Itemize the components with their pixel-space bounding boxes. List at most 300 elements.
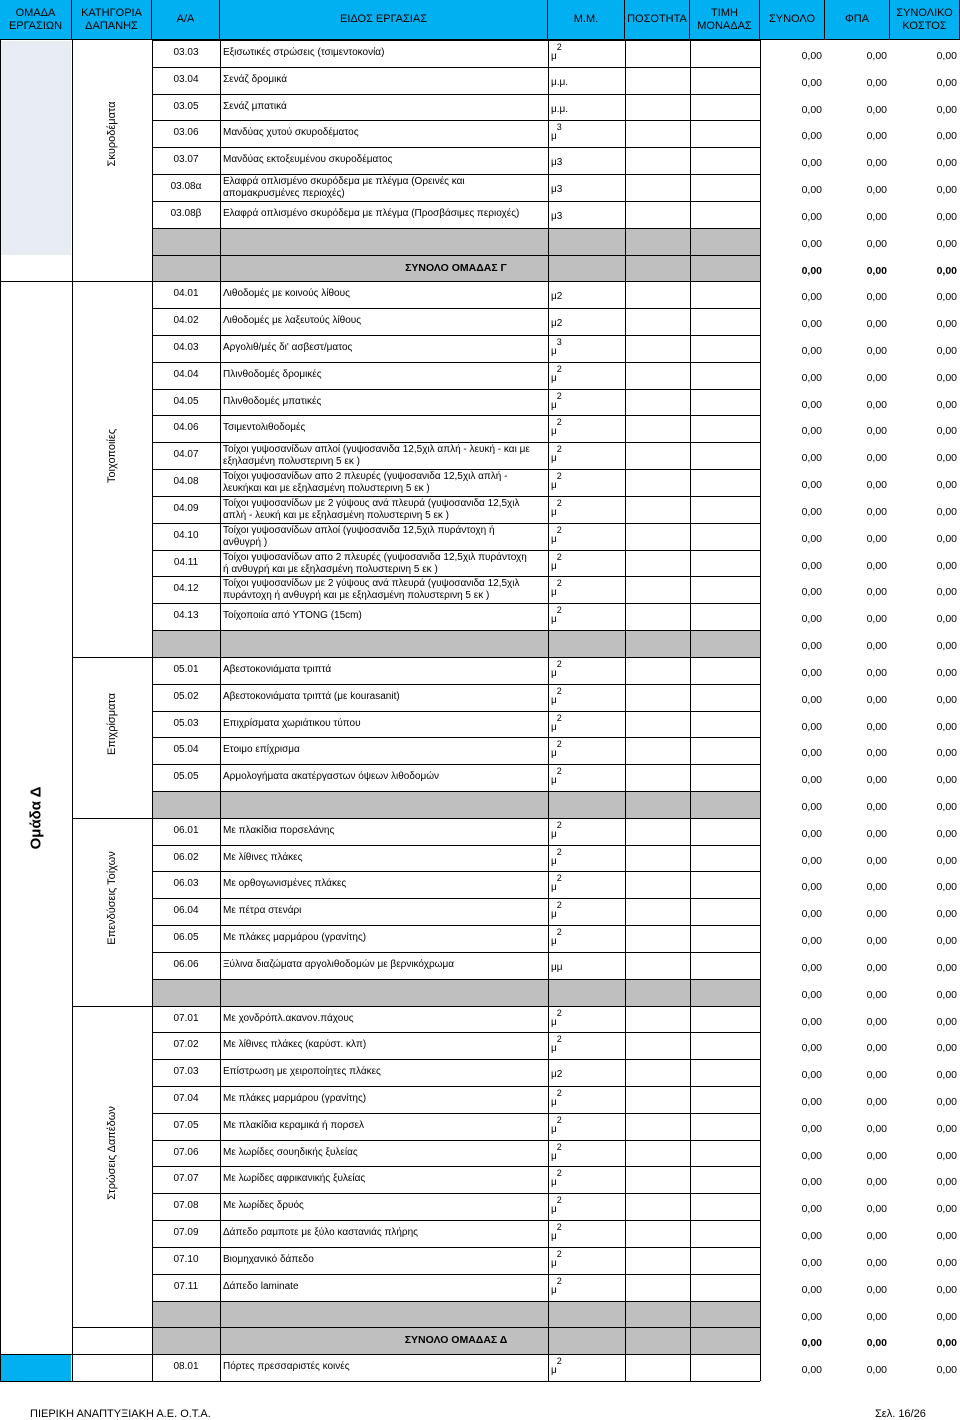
row-divider <box>152 737 760 738</box>
item-code: 04.03 <box>173 342 199 354</box>
amount: 0,00 <box>936 1095 957 1108</box>
amount: 0,00 <box>866 666 887 679</box>
unit-text: μ <box>551 480 557 492</box>
unit-text: μ <box>551 775 557 787</box>
amount: 0,00 <box>866 130 887 143</box>
item-code: 05.01 <box>173 663 199 675</box>
amount: 0,00 <box>936 1015 957 1028</box>
category-divider <box>72 281 152 282</box>
column-header: ΤΙΜΗ ΜΟΝΑΔΑΣ <box>690 0 760 40</box>
item-code: 05.02 <box>173 690 199 702</box>
amount: 0,00 <box>866 479 887 492</box>
unit-text: μ2 <box>551 318 563 330</box>
amount: 0,00 <box>866 1122 887 1135</box>
unit-text: μ <box>551 346 557 358</box>
amount: 0,00 <box>801 237 822 250</box>
item-description: Τσιμεντολιθοδομές <box>223 422 306 434</box>
row-divider <box>152 711 760 712</box>
unit-text: μ <box>551 1204 557 1216</box>
amount: 0,00 <box>866 237 887 250</box>
amount: 0,00 <box>801 666 822 679</box>
item-description: Πόρτες πρεσσαριστές κοινές <box>223 1361 350 1373</box>
column-header: ΠΟΣΟΤΗΤΑ <box>625 0 690 40</box>
unit-text: μ <box>551 1150 557 1162</box>
amount: 0,00 <box>936 50 957 62</box>
amount: 0,00 <box>801 505 822 518</box>
row-divider <box>152 871 760 872</box>
unit-text: μ <box>551 131 557 143</box>
unit <box>551 1032 562 1059</box>
row-divider <box>152 442 760 443</box>
row-divider <box>152 1301 760 1302</box>
amount: 0,00 <box>936 827 957 840</box>
category-label: Επιχρίσματα <box>106 692 118 755</box>
item-code: 04.11 <box>173 556 199 568</box>
item-description: Με λίθινες πλάκες <box>223 851 303 863</box>
amount: 0,00 <box>866 1069 887 1082</box>
row-divider <box>152 469 760 470</box>
amount: 0,00 <box>936 1122 957 1135</box>
item-code: 03.06 <box>173 127 199 139</box>
amount: 0,00 <box>866 1364 887 1377</box>
item-description-line2: απλή - λευκή και με εξηλασμένη πολυστερινη 5 εκ ) <box>223 509 450 521</box>
unit <box>551 1006 562 1033</box>
amount: 0,00 <box>801 1337 822 1350</box>
unit-exponent: 2 <box>556 1195 562 1206</box>
unit-text: μ3 <box>551 157 563 169</box>
row-divider <box>152 523 760 524</box>
unit <box>551 550 562 577</box>
item-code: 07.09 <box>173 1227 199 1239</box>
amount: 0,00 <box>936 532 957 545</box>
unit-exponent: 2 <box>556 551 562 562</box>
unit-exponent: 2 <box>556 471 562 482</box>
footer-page-number: Σελ. 16/26 <box>875 1408 926 1420</box>
item-description: Με λωρίδες δρυός <box>223 1200 304 1212</box>
item-code: 03.08α <box>170 181 202 193</box>
item-description: Με λωρίδες αφρικανικής ξυλείας <box>223 1173 366 1185</box>
unit-text: μ <box>551 721 557 733</box>
item-description: Αβεστοκονιάματα τριπτά <box>223 663 332 675</box>
item-description: Λιθοδομές με λαξευτούς λίθους <box>223 315 362 327</box>
unit <box>551 201 562 228</box>
amount: 0,00 <box>866 318 887 331</box>
item-description: Τοίχοι γυψοσανίδων απλοί (γυψοσανιδα 12,5χιλ απλή - λευκή - και με <box>223 444 530 456</box>
amount: 0,00 <box>936 774 957 787</box>
amount: 0,00 <box>866 613 887 626</box>
subtotal-shade <box>152 228 760 255</box>
amount: 0,00 <box>866 264 887 277</box>
unit <box>551 818 562 845</box>
group-label: Ομάδα Δ <box>27 786 45 850</box>
group-total-label: ΣΥΝΟΛΟ ΟΜΑΔΑΣ Γ <box>405 261 507 274</box>
amount: 0,00 <box>801 988 822 1001</box>
unit <box>551 40 562 67</box>
amount: 0,00 <box>801 1203 822 1216</box>
amount: 0,00 <box>866 1230 887 1243</box>
amount: 0,00 <box>801 532 822 545</box>
item-code: 06.03 <box>173 878 199 890</box>
amount: 0,00 <box>936 157 957 170</box>
unit <box>551 1086 562 1113</box>
unit <box>551 1193 562 1220</box>
amount: 0,00 <box>866 452 887 465</box>
column-header: ΕΙΔΟΣ ΕΡΓΑΣΙΑΣ <box>220 0 548 40</box>
category-label: Τοιχοποιίες <box>106 428 118 483</box>
amount: 0,00 <box>801 693 822 706</box>
amount: 0,00 <box>801 935 822 948</box>
unit-exponent: 2 <box>556 1168 562 1179</box>
row-divider <box>152 1113 760 1114</box>
unit-text: μ <box>551 1016 557 1028</box>
unit-text: μ <box>551 909 557 921</box>
amount: 0,00 <box>936 318 957 331</box>
unit <box>551 1274 562 1301</box>
item-description: Με ορθογωνισμένες πλάκες <box>223 878 347 890</box>
unit-text: μ <box>551 426 557 438</box>
item-code: 07.03 <box>173 1066 199 1078</box>
amount: 0,00 <box>936 1337 957 1350</box>
amount: 0,00 <box>866 103 887 116</box>
row-divider <box>152 1140 760 1141</box>
amount: 0,00 <box>801 774 822 787</box>
row-divider <box>152 174 760 175</box>
item-description: Επίστρωση με χειροποίητες πλάκες <box>223 1066 381 1078</box>
amount: 0,00 <box>801 559 822 572</box>
amount: 0,00 <box>866 1176 887 1189</box>
item-code: 06.06 <box>173 958 199 970</box>
amount: 0,00 <box>866 935 887 948</box>
item-code: 05.05 <box>173 771 199 783</box>
item-code: 07.08 <box>173 1200 199 1212</box>
unit-text: μ <box>551 1257 557 1269</box>
row-divider <box>152 1327 760 1328</box>
amount: 0,00 <box>936 479 957 492</box>
amount: 0,00 <box>866 1283 887 1296</box>
amount: 0,00 <box>801 586 822 599</box>
unit-text: μ.μ. <box>551 76 569 88</box>
unit <box>551 281 562 308</box>
amount: 0,00 <box>801 345 822 358</box>
category-divider <box>72 1327 152 1328</box>
unit-text: μ <box>551 828 557 840</box>
unit-text: μ <box>551 533 557 545</box>
unit-exponent: 2 <box>556 1275 562 1286</box>
row-divider <box>152 1247 760 1248</box>
item-description: Πλινθοδομές μπατικές <box>223 395 322 407</box>
unit-exponent: 2 <box>556 927 562 938</box>
amount: 0,00 <box>801 800 822 813</box>
unit-text: μ <box>551 1123 557 1135</box>
amount: 0,00 <box>936 1203 957 1216</box>
amount: 0,00 <box>936 908 957 921</box>
item-description: Τοίχοι γυψοσανίδων απλοί (γυψοσανιδα 12,5χιλ πυράντοχη ή <box>223 524 495 536</box>
unit-exponent: 2 <box>556 497 562 508</box>
unit <box>551 657 562 684</box>
amount: 0,00 <box>936 237 957 250</box>
amount: 0,00 <box>801 130 822 143</box>
unit-exponent: 2 <box>556 524 562 535</box>
amount: 0,00 <box>936 1364 957 1377</box>
item-description: Αβεστοκονιάματα τριπτά (με kourasanit) <box>223 690 400 702</box>
item-code: 06.01 <box>173 824 199 836</box>
item-code: 03.05 <box>173 100 199 112</box>
item-description: Τοίχοι γυψοσανίδων απο 2 πλευρές (γυψοσανιδα 12,5χιλ πυράντοχη <box>223 551 527 563</box>
unit <box>551 1166 562 1193</box>
unit-exponent: 2 <box>556 1007 562 1018</box>
unit-exponent: 2 <box>556 658 562 669</box>
unit-text: μ3 <box>551 184 563 196</box>
unit-exponent: 2 <box>556 417 562 428</box>
unit <box>551 737 562 764</box>
category-divider <box>72 818 152 819</box>
item-description: Με πλακίδια πορσελάνης <box>223 824 335 836</box>
row-divider <box>152 684 760 685</box>
category-divider <box>72 1006 152 1007</box>
item-description-line2: πυράντοχη ή ανθυγρή και με εξηλασμένη πολυστερινη 5 εκ ) <box>223 590 490 602</box>
amount: 0,00 <box>936 961 957 974</box>
category-divider <box>72 657 152 658</box>
row-divider <box>152 362 760 363</box>
item-description: Ελαφρά οπλισμένο σκυρόδεμα με πλέγμα (Ορεινές και <box>223 176 465 188</box>
amount: 0,00 <box>866 1203 887 1216</box>
amount: 0,00 <box>936 666 957 679</box>
unit <box>551 389 562 416</box>
amount: 0,00 <box>866 586 887 599</box>
column-header: ΦΠΑ <box>825 0 890 40</box>
amount: 0,00 <box>801 1310 822 1323</box>
unit-exponent: 2 <box>556 1141 562 1152</box>
amount: 0,00 <box>866 961 887 974</box>
unit <box>551 925 562 952</box>
unit <box>551 174 562 201</box>
amount: 0,00 <box>866 425 887 438</box>
subtotal-shade <box>152 1301 760 1328</box>
amount: 0,00 <box>936 1176 957 1189</box>
unit-exponent: 2 <box>556 1114 562 1125</box>
subtotal-shade <box>152 630 760 657</box>
amount: 0,00 <box>801 210 822 223</box>
amount: 0,00 <box>936 291 957 304</box>
row-divider <box>152 657 760 658</box>
row-divider <box>152 630 760 631</box>
column-header: ΟΜΑΔΑ ΕΡΓΑΣΙΩΝ <box>0 0 72 40</box>
amount: 0,00 <box>936 613 957 626</box>
row-divider <box>152 1059 760 1060</box>
amount: 0,00 <box>866 988 887 1001</box>
unit-exponent: 2 <box>556 390 562 401</box>
amount: 0,00 <box>936 747 957 760</box>
amount: 0,00 <box>801 747 822 760</box>
unit-text: μ <box>551 587 557 599</box>
row-divider <box>152 791 760 792</box>
item-code: 05.03 <box>173 717 199 729</box>
unit-exponent: 2 <box>556 739 562 750</box>
amount: 0,00 <box>801 827 822 840</box>
amount: 0,00 <box>936 425 957 438</box>
unit-text: μ <box>551 855 557 867</box>
unit-exponent: 2 <box>556 42 562 52</box>
unit <box>551 1354 562 1381</box>
amount: 0,00 <box>936 1310 957 1323</box>
row-divider <box>152 255 760 256</box>
unit-exponent: 2 <box>556 712 562 723</box>
unit <box>551 576 562 603</box>
unit <box>551 496 562 523</box>
row-divider <box>152 1274 760 1275</box>
item-description: Τοίχοι γυψοσανίδων με 2 γύψους ανά πλευρά (γυψοσανιδα 12,5χιλ <box>223 497 520 509</box>
amount: 0,00 <box>936 1149 957 1162</box>
column-divider <box>760 40 761 1381</box>
unit <box>551 1247 562 1274</box>
row-divider <box>152 1086 760 1087</box>
item-description: Με πέτρα στενάρι <box>223 905 302 917</box>
row-divider <box>152 67 760 68</box>
unit-exponent: 2 <box>556 444 562 455</box>
amount: 0,00 <box>866 505 887 518</box>
row-divider <box>152 228 760 229</box>
item-code: 07.05 <box>173 1119 199 1131</box>
row-divider <box>152 1220 760 1221</box>
unit-exponent: 2 <box>556 605 562 616</box>
item-code: 04.07 <box>173 449 199 461</box>
unit-exponent: 2 <box>556 819 562 830</box>
amount: 0,00 <box>866 291 887 304</box>
item-code: 04.02 <box>173 315 199 327</box>
unit-exponent: 2 <box>556 1356 562 1367</box>
unit-text: μ <box>551 1231 557 1243</box>
unit-text: μ <box>551 614 557 626</box>
unit <box>551 94 568 121</box>
amount: 0,00 <box>936 452 957 465</box>
item-description: Εξισωτικές στρώσεις (τσιμεντοκονία) <box>223 47 385 58</box>
amount: 0,00 <box>936 1069 957 1082</box>
item-description: Δάπεδο ραμποτε με ξύλο καστανιάς πλήρης <box>223 1227 419 1239</box>
unit <box>551 1113 562 1140</box>
item-description: Δάπεδο laminate <box>223 1280 299 1292</box>
item-code: 03.07 <box>173 154 199 166</box>
amount: 0,00 <box>801 1069 822 1082</box>
unit <box>551 67 568 94</box>
unit-exponent: 2 <box>556 1034 562 1045</box>
subtotal-shade <box>152 979 760 1006</box>
amount: 0,00 <box>866 345 887 358</box>
amount: 0,00 <box>801 452 822 465</box>
item-description: Ελαφρά οπλισμένο σκυρόδεμα με πλέγμα (Προσβάσιμες περιοχές) <box>223 207 520 219</box>
item-description: Μανδύας εκτοξευμένου σκυροδέματος <box>223 154 393 166</box>
row-divider <box>152 40 760 41</box>
unit <box>551 1059 562 1086</box>
amount: 0,00 <box>936 1256 957 1269</box>
unit-text: μ3 <box>551 210 563 222</box>
column-header: ΣΥΝΟΛΟ <box>760 0 825 40</box>
unit-exponent: 2 <box>556 873 562 884</box>
row-divider <box>152 952 760 953</box>
amount: 0,00 <box>801 157 822 170</box>
item-description: Μανδύας χυτού σκυροδέματος <box>223 127 359 139</box>
row-divider <box>152 281 760 282</box>
unit <box>551 1220 562 1247</box>
amount: 0,00 <box>866 371 887 384</box>
amount: 0,00 <box>866 1310 887 1323</box>
unit-exponent: 2 <box>556 685 562 696</box>
item-description: Λιθοδομές με κοινούς λίθους <box>223 288 350 300</box>
item-description: Με πλακίδια κεραμικά ή πορσελ <box>223 1119 364 1131</box>
unit-text: μ <box>551 936 557 948</box>
unit-exponent: 3 <box>556 122 562 133</box>
amount: 0,00 <box>801 398 822 411</box>
amount: 0,00 <box>801 1364 822 1377</box>
unit <box>551 442 562 469</box>
amount: 0,00 <box>936 103 957 116</box>
unit <box>551 711 562 738</box>
item-code: 04.04 <box>173 368 199 380</box>
unit-text: μ <box>551 748 557 760</box>
unit <box>551 362 562 389</box>
amount: 0,00 <box>936 505 957 518</box>
amount: 0,00 <box>801 479 822 492</box>
unit <box>551 523 562 550</box>
unit <box>551 120 562 147</box>
amount: 0,00 <box>866 210 887 223</box>
item-description: Αργολιθ/μές δι' ασβεστ/ματος <box>223 342 353 354</box>
item-description-line2: ανθυγρή ) <box>223 536 268 548</box>
row-divider <box>152 496 760 497</box>
unit <box>551 871 562 898</box>
amount: 0,00 <box>801 1122 822 1135</box>
item-description: Ξύλινα διαζώματα αργολιθοδομών με βερνικόχρωμα <box>223 958 455 970</box>
item-description: Επιχρίσματα χωριάτικου τύπου <box>223 717 361 729</box>
amount: 0,00 <box>801 184 822 197</box>
unit-text: μ.μ. <box>551 103 569 115</box>
item-code: 04.06 <box>173 422 199 434</box>
amount: 0,00 <box>801 76 822 89</box>
amount: 0,00 <box>866 76 887 89</box>
unit <box>551 415 562 442</box>
amount: 0,00 <box>936 1042 957 1055</box>
unit-exponent: 2 <box>556 900 562 911</box>
unit-text: μ2 <box>551 291 563 303</box>
amount: 0,00 <box>801 103 822 116</box>
item-code: 03.08β <box>170 207 202 219</box>
amount: 0,00 <box>866 827 887 840</box>
amount: 0,00 <box>801 908 822 921</box>
unit-exponent: 2 <box>556 1222 562 1233</box>
amount: 0,00 <box>866 1015 887 1028</box>
amount: 0,00 <box>936 398 957 411</box>
row-divider <box>152 764 760 765</box>
item-description: Βιομηχανικό δάπεδο <box>223 1253 314 1265</box>
amount: 0,00 <box>936 184 957 197</box>
amount: 0,00 <box>866 1149 887 1162</box>
amount: 0,00 <box>866 398 887 411</box>
unit-text: μ <box>551 506 557 518</box>
unit <box>551 147 562 174</box>
unit-text: μ <box>551 1284 557 1296</box>
amount: 0,00 <box>801 1095 822 1108</box>
unit <box>551 603 562 630</box>
amount: 0,00 <box>936 345 957 358</box>
item-code: 03.04 <box>173 73 199 85</box>
unit-text: μ <box>551 1096 557 1108</box>
amount: 0,00 <box>936 1283 957 1296</box>
item-description: Σενάζ δρομικά <box>223 73 288 85</box>
amount: 0,00 <box>936 586 957 599</box>
column-header: Μ.Μ. <box>548 0 625 40</box>
subtotal-shade <box>152 791 760 818</box>
item-code: 03.03 <box>173 47 199 58</box>
item-code: 06.04 <box>173 905 199 917</box>
